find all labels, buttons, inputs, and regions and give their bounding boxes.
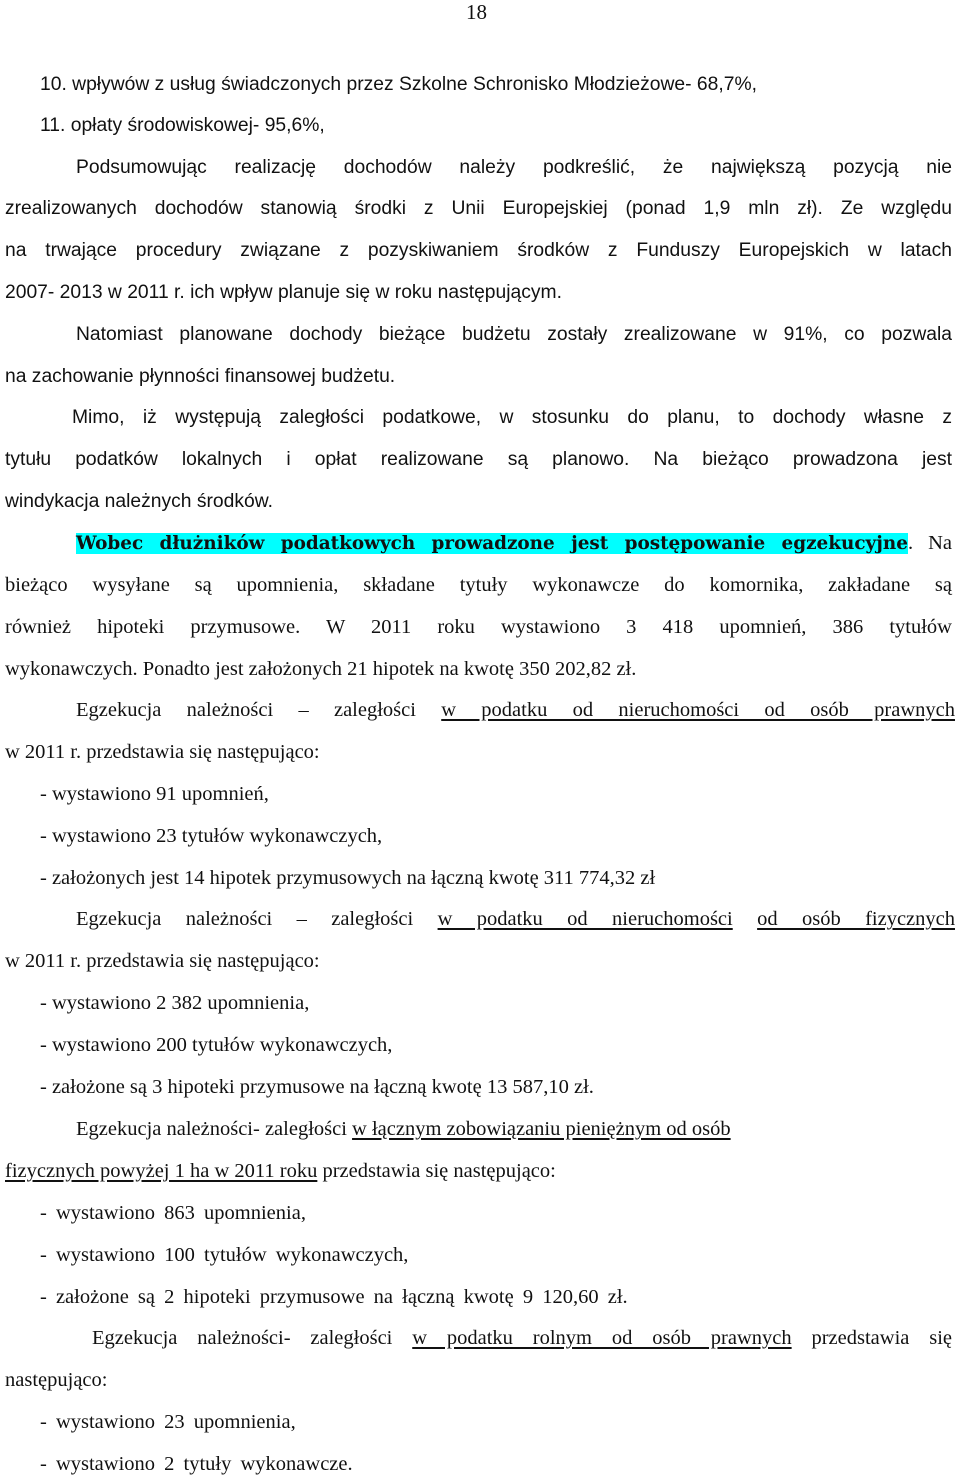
section4-line-1-rest: przedstawia się bbox=[791, 1327, 952, 1349]
enforcement-line-4: wykonawczych. Ponadto jest założonych 21 hipotek na kwotę 350 202,82 zł. bbox=[5, 658, 637, 680]
section2-bullet-3: - założone są 3 hipoteki przymusowe na łączną kwotę 13 587,10 zł. bbox=[40, 1076, 594, 1098]
arrears-line-3: windykacja należnych środków. bbox=[5, 491, 273, 512]
section3-bullet-2: - wystawiono 100 tytułów wykonawczych, bbox=[40, 1244, 409, 1266]
enforcement-line-3: również hipoteki przymusowe. W 2011 roku wystawiono 3 418 upomnień, 386 tytułów bbox=[5, 616, 952, 638]
section3-bullet-1: - wystawiono 863 upomnienia, bbox=[40, 1202, 306, 1224]
summary-line-1: Podsumowując realizację dochodów należy podkreślić, że największą pozycją nie bbox=[76, 157, 952, 178]
section2-underlined-b: od osób fizycznych bbox=[757, 908, 955, 930]
section4-bullet-2: - wystawiono 2 tytuły wykonawcze. bbox=[40, 1453, 353, 1475]
section4-underlined: w podatku rolnym od osób prawnych bbox=[412, 1327, 792, 1349]
section2-line-2: w 2011 r. przedstawia się następująco: bbox=[5, 950, 320, 972]
section3-heading bbox=[76, 1116, 955, 1142]
current-line-2: na zachowanie płynności finansowej budżetu. bbox=[5, 366, 396, 387]
section2-bullet-1: - wystawiono 2 382 upomnienia, bbox=[40, 992, 310, 1014]
arrears-line-2: tytułu podatków lokalnych i opłat realizowane są planowo. Na bieżąco prowadzona jest bbox=[5, 449, 952, 470]
summary-line-3: na trwające procedury związane z pozyskiwaniem środków z Funduszy Europejskich w latach bbox=[5, 240, 952, 261]
section3-line-2-rest: przedstawia się następująco: bbox=[317, 1160, 556, 1182]
section1-underlined: w podatku od nieruchomości od osób prawnych bbox=[441, 699, 955, 721]
section3-line-2 bbox=[5, 1158, 955, 1184]
section2-bullet-2: - wystawiono 200 tytułów wykonawczych, bbox=[40, 1034, 393, 1056]
section3-lead: Egzekucja należności- zaległości bbox=[76, 1118, 353, 1140]
section1-lead: Egzekucja należności – zaległości bbox=[76, 699, 442, 721]
section1-line-2: w 2011 r. przedstawia się następująco: bbox=[5, 741, 320, 763]
enforcement-line-2: bieżąco wysyłane są upomnienia, składane tytuły wykonawcze do komornika, zakładane są bbox=[5, 574, 952, 596]
section3-underlined-a: w łącznym zobowiązaniu pieniężnym od osób bbox=[352, 1118, 731, 1140]
current-line-1: Natomiast planowane dochody bieżące budżetu zostały zrealizowane w 91%, co pozwala bbox=[76, 324, 952, 345]
section4-line-2: następująco: bbox=[5, 1369, 108, 1391]
section2-lead: Egzekucja należności – zaległości bbox=[76, 908, 438, 930]
summary-line-2: zrealizowanych dochodów stanowią środki z Unii Europejskiej (ponad 1,9 mln zł). Ze względu bbox=[5, 198, 952, 219]
section2-heading bbox=[76, 906, 955, 932]
arrears-line-1: Mimo, iż występują zaległości podatkowe, w stosunku do planu, to dochody własne z bbox=[72, 407, 952, 428]
section1-bullet-1: - wystawiono 91 upomnień, bbox=[40, 783, 269, 805]
section4-bullet-1: - wystawiono 23 upomnienia, bbox=[40, 1411, 296, 1433]
list-item-10: 10. wpływów z usług świadczonych przez Szkolne Schronisko Młodzieżowe- 68,7%, bbox=[40, 74, 757, 95]
section1-heading bbox=[76, 697, 955, 723]
section1-bullet-2: - wystawiono 23 tytułów wykonawczych, bbox=[40, 825, 383, 847]
section2-underlined-a: w podatku od nieruchomości bbox=[437, 908, 733, 930]
section3-bullet-3: - założone są 2 hipoteki przymusowe na łączną kwotę 9 120,60 zł. bbox=[40, 1286, 628, 1308]
section1-bullet-3: - założonych jest 14 hipotek przymusowych na łączną kwotę 311 774,32 zł bbox=[40, 867, 656, 889]
section4-heading bbox=[92, 1325, 952, 1351]
list-item-11: 11. opłaty środowiskowej- 95,6%, bbox=[40, 115, 325, 136]
section4-lead: Egzekucja należności- zaległości bbox=[92, 1327, 413, 1349]
summary-line-4: 2007- 2013 w 2011 r. ich wpływ planuje się w roku następującym. bbox=[5, 282, 562, 303]
enforcement-line-1 bbox=[76, 530, 952, 557]
enforcement-line-1-rest: . Na bbox=[907, 532, 953, 554]
page-number: 18 bbox=[466, 0, 487, 24]
enforcement-highlight: Wobec dłużników podatkowych prowadzone jest postępowanie egzekucyjne bbox=[76, 533, 908, 554]
section3-underlined-b: fizycznych powyżej 1 ha w 2011 roku bbox=[5, 1160, 318, 1182]
